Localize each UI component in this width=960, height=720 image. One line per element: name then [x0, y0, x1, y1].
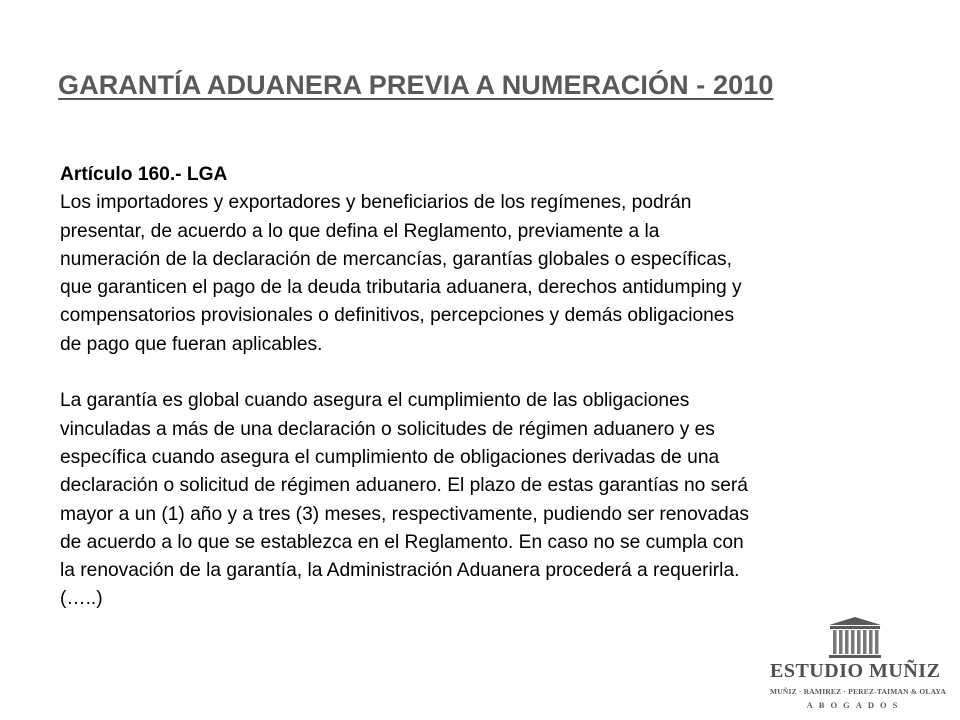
- paragraph-line: declaración o solicitud de régimen aduanero. El plazo de estas garantías no será: [60, 475, 748, 497]
- article-heading: Artículo 160.- LGA: [60, 164, 228, 185]
- paragraph-line: de acuerdo a lo que se establezca en el Reglamento. En caso no se cumpla con: [60, 531, 744, 553]
- paragraph-line: compensatorios provisionales o definitivos, percepciones y demás obligaciones: [60, 305, 735, 327]
- paragraph-line: Los importadores y exportadores y beneficiarios de los regímenes, podrán: [60, 192, 692, 214]
- paragraph-line: de pago que fueran aplicables.: [60, 333, 323, 355]
- paragraph-line: La garantía es global cuando asegura el cumplimiento de las obligaciones: [60, 390, 690, 412]
- paragraph-line: vinculadas a más de una declaración o solicitudes de régimen aduanero y es: [60, 418, 715, 440]
- logo-subtitle: ABOGADOS: [806, 700, 904, 710]
- article-content: [60, 161, 910, 614]
- logo-name: ESTUDIO MUÑIZ: [770, 660, 941, 682]
- paragraph-spacer: [60, 359, 910, 387]
- slide-title: GARANTÍA ADUANERA PREVIA A NUMERACIÓN - 2010: [58, 70, 774, 100]
- paragraph-line: que garanticen el pago de la deuda tributaria aduanera, derechos antidumping y: [60, 277, 742, 299]
- columned-building-icon: [825, 615, 885, 661]
- logo-partners: MUÑIZ · RAMIREZ · PEREZ-TAIMAN & OLAYA: [770, 687, 947, 696]
- firm-logo: [770, 615, 947, 715]
- paragraph-line: (…..): [60, 588, 103, 610]
- article-paragraph-1: [60, 189, 910, 359]
- paragraph-line: mayor a un (1) año y a tres (3) meses, respectivamente, pudiendo ser renovadas: [60, 503, 749, 525]
- paragraph-line: numeración de la declaración de mercancías, garantías globales o específicas,: [60, 248, 732, 270]
- article-paragraph-2: [60, 387, 910, 613]
- paragraph-line: la renovación de la garantía, la Administración Aduanera procederá a requerirla.: [60, 560, 740, 582]
- paragraph-line: presentar, de acuerdo a lo que defina el Reglamento, previamente a la: [60, 220, 660, 242]
- paragraph-line: específica cuando asegura el cumplimiento de obligaciones derivadas de una: [60, 446, 720, 468]
